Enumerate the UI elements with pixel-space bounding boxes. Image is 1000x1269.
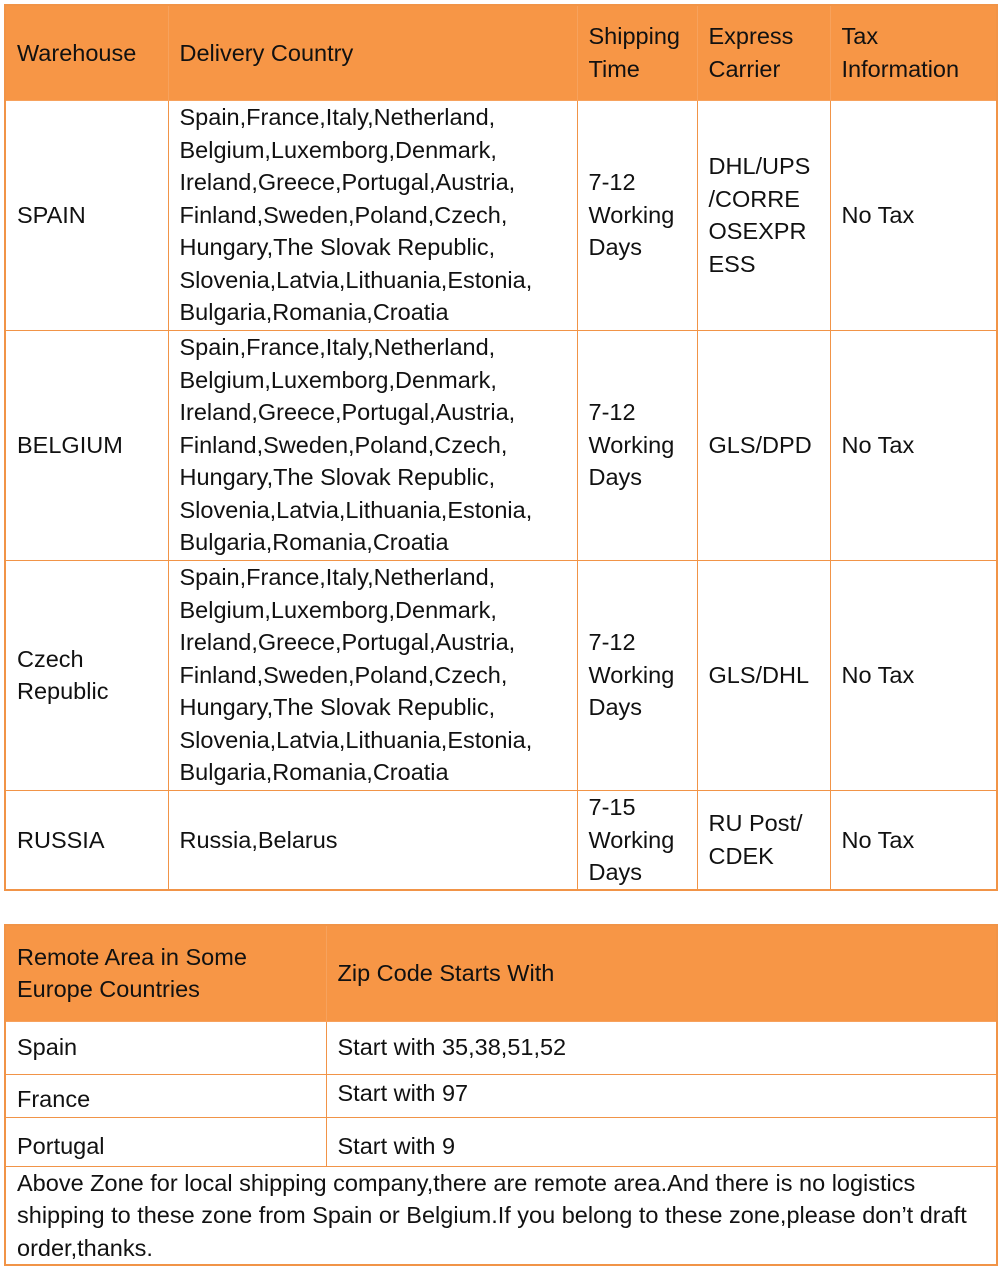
country-cell: Spain (5, 1021, 326, 1074)
zip-cell: Start with 35,38,51,52 (326, 1021, 997, 1074)
table-row (5, 100, 997, 330)
warehouse-cell: SPAIN (5, 100, 168, 330)
tax-information-cell: No Tax (830, 790, 997, 890)
remote-area-note: Above Zone for local shipping company,there are remote area.And there is no logistics shipping to these zone from Spain or Belgium.If you belong to these zone,please don’t draft order,thanks. (5, 1166, 997, 1265)
header-shipping-time: Shipping Time (577, 5, 697, 100)
table-row (5, 1117, 997, 1166)
shipping-time-cell: 7-15 Working Days (577, 790, 697, 890)
zip-cell: Start with 97 (326, 1074, 997, 1117)
country-cell: Portugal (5, 1117, 326, 1166)
header-zip-code: Zip Code Starts With (326, 925, 997, 1021)
header-remote-area: Remote Area in Some Europe Countries (5, 925, 326, 1021)
header-express-carrier: Express Carrier (697, 5, 830, 100)
express-carrier-cell: GLS/DHL (697, 560, 830, 790)
header-delivery-country: Delivery Country (168, 5, 577, 100)
header-warehouse: Warehouse (5, 5, 168, 100)
express-carrier-cell: DHL/UPS /CORRE OSEXPR ESS (697, 100, 830, 330)
delivery-country-cell: Spain,France,Italy,Netherland, Belgium,Luxemborg,Denmark, Ireland,Greece,Portugal,Austria, Finland,Sweden,Poland,Czech, Hungary,The Slovak Republic, Slovenia,Latvia,Lithuania,Estonia, Bulgaria,Romania,Croatia (168, 330, 577, 560)
remote-area-table (4, 924, 998, 1266)
header-tax-information: Tax Information (830, 5, 997, 100)
express-carrier-cell: GLS/DPD (697, 330, 830, 560)
table-row (5, 560, 997, 790)
table-row (5, 790, 997, 890)
country-cell: France (5, 1074, 326, 1117)
warehouse-cell: Czech Republic (5, 560, 168, 790)
shipping-table-header-row (5, 5, 997, 100)
table-row (5, 1021, 997, 1074)
tax-information-cell: No Tax (830, 330, 997, 560)
delivery-country-cell: Spain,France,Italy,Netherland, Belgium,Luxemborg,Denmark, Ireland,Greece,Portugal,Austria, Finland,Sweden,Poland,Czech, Hungary,The Slovak Republic, Slovenia,Latvia,Lithuania,Estonia, Bulgaria,Romania,Croatia (168, 560, 577, 790)
table-row (5, 1074, 997, 1117)
shipping-time-cell: 7-12 Working Days (577, 560, 697, 790)
tax-information-cell: No Tax (830, 100, 997, 330)
table-row (5, 330, 997, 560)
warehouse-cell: RUSSIA (5, 790, 168, 890)
express-carrier-cell: RU Post/ CDEK (697, 790, 830, 890)
shipping-time-cell: 7-12 Working Days (577, 100, 697, 330)
warehouse-cell: BELGIUM (5, 330, 168, 560)
delivery-country-cell: Russia,Belarus (168, 790, 577, 890)
remote-table-header-row (5, 925, 997, 1021)
shipping-time-cell: 7-12 Working Days (577, 330, 697, 560)
note-row (5, 1166, 997, 1265)
tax-information-cell: No Tax (830, 560, 997, 790)
delivery-country-cell: Spain,France,Italy,Netherland, Belgium,Luxemborg,Denmark, Ireland,Greece,Portugal,Austria, Finland,Sweden,Poland,Czech, Hungary,The Slovak Republic, Slovenia,Latvia,Lithuania,Estonia, Bulgaria,Romania,Croatia (168, 100, 577, 330)
zip-cell: Start with 9 (326, 1117, 997, 1166)
shipping-info-table (4, 4, 998, 891)
